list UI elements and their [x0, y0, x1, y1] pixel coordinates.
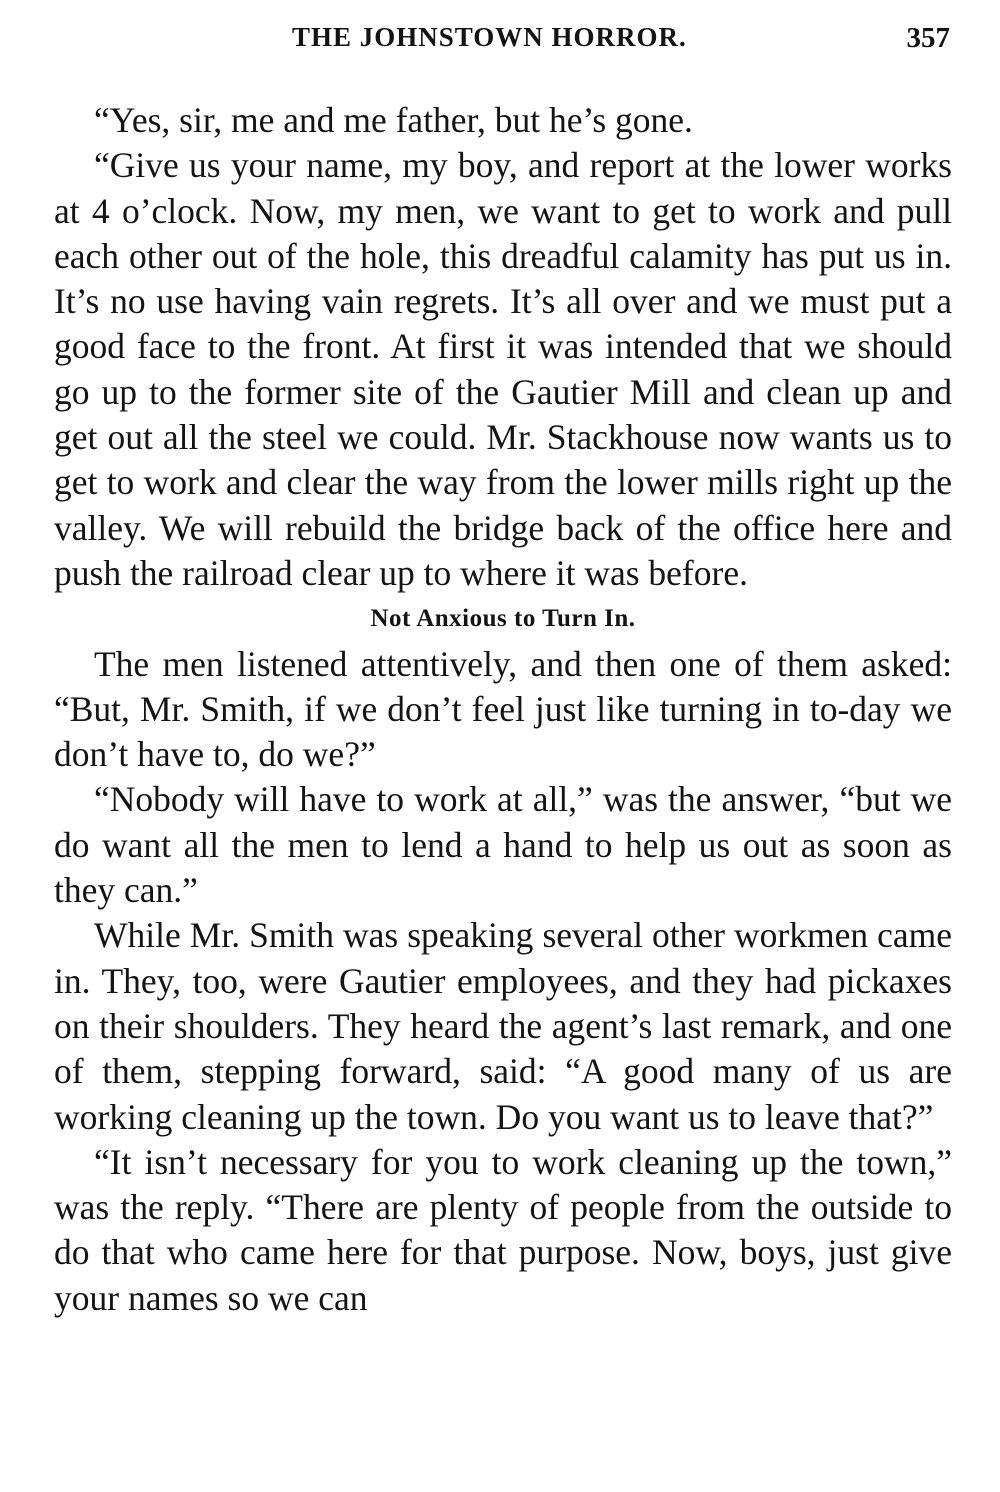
paragraph: “It isn’t necessary for you to work cleaning up the town,” was the reply. “There are plenty of people from the outside to do that who came here for that purpose. Now, boys, just give your names so we can [54, 1141, 952, 1318]
paragraph: While Mr. Smith was speaking several other workmen came in. They, too, were Gautier employees, and they had pickaxes on their shoulders. They heard the agent’s last remark, and one of them, stepping forward, said: “A good many of us are working cleaning up the town. Do you want us to leave that?” [54, 915, 952, 1137]
running-title: THE JOHNSTOWN HORROR. [292, 22, 687, 52]
page-number: 357 [906, 22, 950, 54]
paragraph: The men listened attentively, and then one of them asked: “But, Mr. Smith, if we don’t feel just like turning in to-day we don’t have to, do we?” [54, 643, 952, 775]
section-subheading: Not Anxious to Turn In. [370, 605, 636, 633]
body-text [54, 98, 952, 1321]
running-header [54, 22, 952, 78]
paragraph: “Give us your name, my boy, and report at the lower works at 4 o’clock. Now, my men, we want to get to work and pull each other out of the hole, this dreadful calamity has put us in. It’s no use having vain regrets. It’s all over and we must put a good face to the front. At first it was intended that we should go up to the former site of the Gautier Mill and clean up and get out all the steel we could. Mr. Stackhouse now wants us to get to work and clear the way from the lower mills right up the valley. We will rebuild the bridge back of the office here and push the railroad clear up to where it was before. [54, 145, 952, 593]
paragraph: “Nobody will have to work at all,” was the answer, “but we do want all the men to lend a hand to help us out as soon as they can.” [54, 779, 952, 911]
paragraph: “Yes, sir, me and me father, but he’s gone. [94, 100, 693, 140]
